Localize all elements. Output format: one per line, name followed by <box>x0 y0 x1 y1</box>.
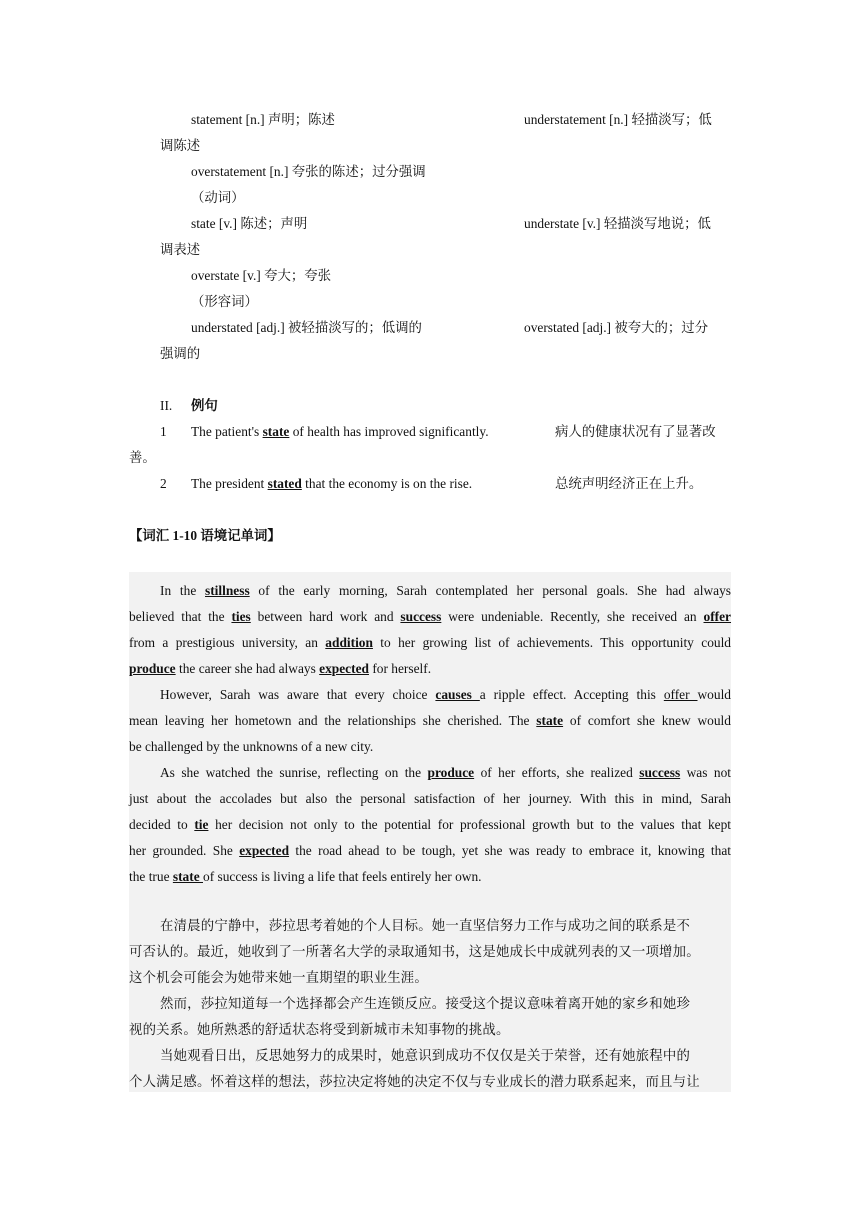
passage-text: a ripple effect. Accepting this <box>479 687 664 702</box>
passage-paragraph-3 <box>129 760 731 890</box>
passage-text: between hard work and <box>250 609 401 624</box>
passage-line <box>129 812 731 838</box>
passage-text: was not <box>680 765 731 780</box>
translation-line: 这个机会可能会为她带来她一直期望的职业生涯。 <box>129 970 428 985</box>
passage-text: of her efforts, she realized <box>474 765 640 780</box>
passage-text: be challenged by the unknowns of a new city. <box>129 739 374 754</box>
keyword: offer <box>703 609 732 624</box>
passage-text: from a prestigious university, an <box>129 635 326 650</box>
example-sentence-zh-cont: 善。 <box>129 450 156 465</box>
passage-text: were undeniable. Recently, she received an <box>441 609 704 624</box>
passage-line <box>129 708 731 734</box>
example-keyword: state <box>262 424 290 439</box>
example-sentence-en: The president stated that the economy is on the rise. <box>191 476 473 491</box>
keyword: produce <box>427 765 475 780</box>
passage-text: her decision not only to the potential for professional growth but to the values that kept <box>208 817 731 832</box>
keyword: expected <box>239 843 290 858</box>
passage-text: to her growing list of achievements. This opportunity could <box>372 635 731 650</box>
passage-line <box>129 786 731 812</box>
passage-line <box>129 630 731 656</box>
examples-numeral: II. <box>160 398 173 413</box>
vocab-adj-header: （形容词） <box>191 294 258 309</box>
translation-line: 个人满足感。怀着这样的想法，莎拉决定将她的决定不仅与专业成长的潜力联系起来，而且与让 <box>129 1074 700 1089</box>
keyword: ties <box>231 609 251 624</box>
passage-text: the true <box>129 869 173 884</box>
keyword: state <box>536 713 564 728</box>
passage-text: As she watched the sunrise, reflecting on the <box>160 765 428 780</box>
example-number: 1 <box>160 424 167 439</box>
passage-text: her grounded. She <box>129 843 240 858</box>
keyword-plain: offer <box>663 687 698 702</box>
passage-line <box>129 734 731 760</box>
example-number: 2 <box>160 476 167 491</box>
translation-line: 可否认的。最近，她收到了一所著名大学的录取通知书，这是她成长中成就列表的又一项增加。 <box>129 944 700 959</box>
vocab-understatement-cont: 调陈述 <box>160 138 201 153</box>
vocab-state-verb: state [v.] 陈述；声明 <box>191 216 308 231</box>
keyword: produce <box>129 661 176 676</box>
passage-line <box>129 864 731 890</box>
vocab-overstated-adj: overstated [adj.] 被夸大的；过分 <box>524 320 709 335</box>
translation-line: 在清晨的宁静中，莎拉思考着她的个人目标。她一直坚信努力工作与成功之间的联系是不 <box>160 918 691 933</box>
keyword: addition <box>325 635 373 650</box>
example-keyword: stated <box>267 476 302 491</box>
keyword: success <box>639 765 681 780</box>
passage-text: of the early morning, Sarah contemplated her personal goals. She had always <box>249 583 731 598</box>
passage-text: of comfort she knew would <box>563 713 731 728</box>
examples-title: 例句 <box>191 398 218 413</box>
passage-line <box>129 656 731 682</box>
keyword: tie <box>194 817 209 832</box>
translation-line: 视的关系。她所熟悉的舒适状态将受到新城市未知事物的挑战。 <box>129 1022 510 1037</box>
passage-text: just about the accolades but also the personal satisfaction of her journey. With this in mind, Sarah <box>129 791 731 806</box>
passage-line <box>129 578 731 604</box>
passage-text: However, Sarah was aware that every choice <box>160 687 436 702</box>
example-sentence-en: The patient's state of health has improved significantly. <box>191 424 489 439</box>
example-sentence-zh: 总统声明经济正在上升。 <box>555 476 703 491</box>
passage-text: believed that the <box>129 609 232 624</box>
keyword: causes <box>435 687 480 702</box>
passage-text: of success is living a life that feels entirely her own. <box>203 869 482 884</box>
vocab-understate-cont: 调表述 <box>160 242 201 257</box>
keyword: expected <box>319 661 369 676</box>
translation-line: 然而，莎拉知道每一个选择都会产生连锁反应。接受这个提议意味着离开她的家乡和她珍 <box>160 996 691 1011</box>
passage-paragraph-1 <box>129 578 731 682</box>
vocab-understate-verb: understate [v.] 轻描淡写地说；低 <box>524 216 711 231</box>
vocab-understated-adj: understated [adj.] 被轻描淡写的；低调的 <box>191 320 422 335</box>
passage-text: In the <box>160 583 206 598</box>
passage-line <box>129 604 731 630</box>
passage-line <box>129 760 731 786</box>
passage-text: decided to <box>129 817 195 832</box>
passage-paragraph-2 <box>129 682 731 760</box>
vocab-overstate-verb: overstate [v.] 夸大；夸张 <box>191 268 332 283</box>
passage-text: the career she had always <box>175 661 320 676</box>
keyword: stillness <box>205 583 250 598</box>
vocab-overstated-cont: 强调的 <box>160 346 201 361</box>
keyword: state <box>172 869 203 884</box>
example-sentence-zh: 病人的健康状况有了显著改 <box>555 424 716 439</box>
section-title: 【词汇 1-10 语境记单词】 <box>129 528 281 543</box>
passage-text: for herself. <box>368 661 432 676</box>
vocab-statement: statement [n.] 声明；陈述 <box>191 112 335 127</box>
passage-line <box>129 838 731 864</box>
passage-text: would <box>697 687 731 702</box>
keyword: success <box>400 609 442 624</box>
passage-text: mean leaving her hometown and the relationships she cherished. The <box>129 713 537 728</box>
vocab-verb-header: （动词） <box>191 190 245 205</box>
passage-line <box>129 682 731 708</box>
passage-text: the road ahead to be tough, yet she was ready to embrace it, knowing that <box>289 843 731 858</box>
vocab-overstatement: overstatement [n.] 夸张的陈述；过分强调 <box>191 164 426 179</box>
translation-line: 当她观看日出，反思她努力的成果时，她意识到成功不仅仅是关于荣誉，还有她旅程中的 <box>160 1048 691 1063</box>
vocab-understatement: understatement [n.] 轻描淡写；低 <box>524 112 712 127</box>
